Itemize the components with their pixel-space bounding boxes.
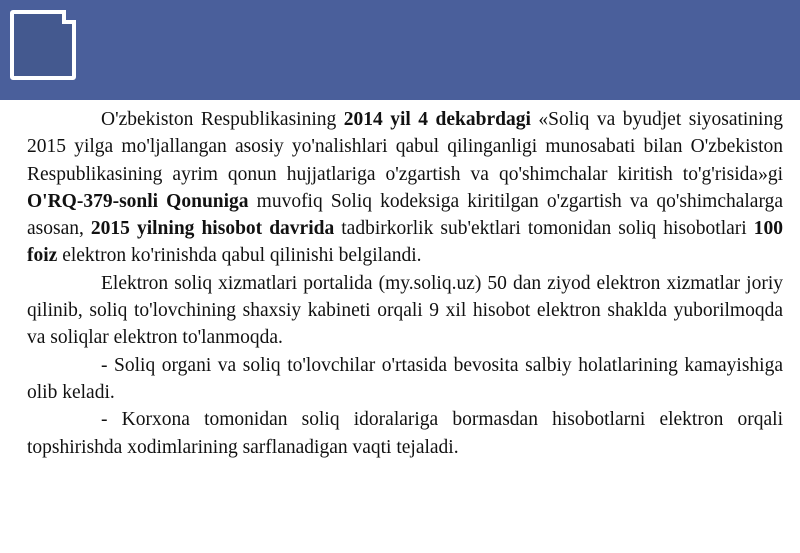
paragraph-1-bold-law: O'RQ-379-sonli Qonuniga [27, 190, 249, 212]
body-text [27, 106, 783, 461]
paragraph-4 [27, 406, 783, 461]
paragraph-1-bold-percent: 100 foiz [27, 218, 783, 267]
paragraph-1-bold-date: 2014 yil 4 dekabrdagi [343, 109, 531, 130]
header-band [0, 0, 800, 100]
paragraph-2-text: Elektron soliq xizmatlari portalida (my.soliq.uz) 50 dan ziyod elektron xizmatlar joriy qilinib, soliq to'lovchining shaxsiy kabineti orqali 9 xil hisobot elektron shaklda yuborilmoqda va soliqlar elektron to'lanmoqda. [27, 272, 783, 349]
paragraph-1-text: «Soliq va byudjet siyosatining 2015 yilga mo'ljallangan asosiy yo'nalishlari qabul qilinganligi munosabati bilan O'zbekiston Respublikasining ayrim qonun hujjatlariga o'zgartish va qo'shimchalar kiritish to'g'risida»gi [27, 109, 783, 185]
logo-corner-notch [62, 10, 76, 24]
paragraph-1-bold-period: 2015 yilning hisobot davrida [90, 218, 335, 240]
square-frame-logo-icon [10, 10, 76, 80]
paragraph-1-text: tadbirkorlik sub'ektlari tomonidan soliq hisobotlari [334, 218, 754, 240]
paragraph-1-text: muvofiq Soliq kodeksiga kiritilgan o'zgartish va qo'shimchalarga asosan, [27, 190, 784, 240]
paragraph-4-text: - Korxona tomonidan soliq idoralariga bormasdan hisobotlarni elektron orqali topshirishda xodimlarining sarflanadigan vaqti tejaladi. [27, 409, 783, 458]
paragraph-1 [27, 106, 783, 270]
paragraph-3-text: - Soliq organi va soliq to'lovchilar o'rtasida bevosita salbiy holatlarining kamayishiga olib keladi. [27, 354, 783, 403]
paragraph-2 [27, 270, 783, 352]
paragraph-3 [27, 352, 783, 407]
paragraph-1-text: elektron ko'rinishda qabul qilinishi belgilandi. [57, 245, 422, 267]
paragraph-1-text: O'zbekiston Respublikasining [101, 109, 344, 130]
